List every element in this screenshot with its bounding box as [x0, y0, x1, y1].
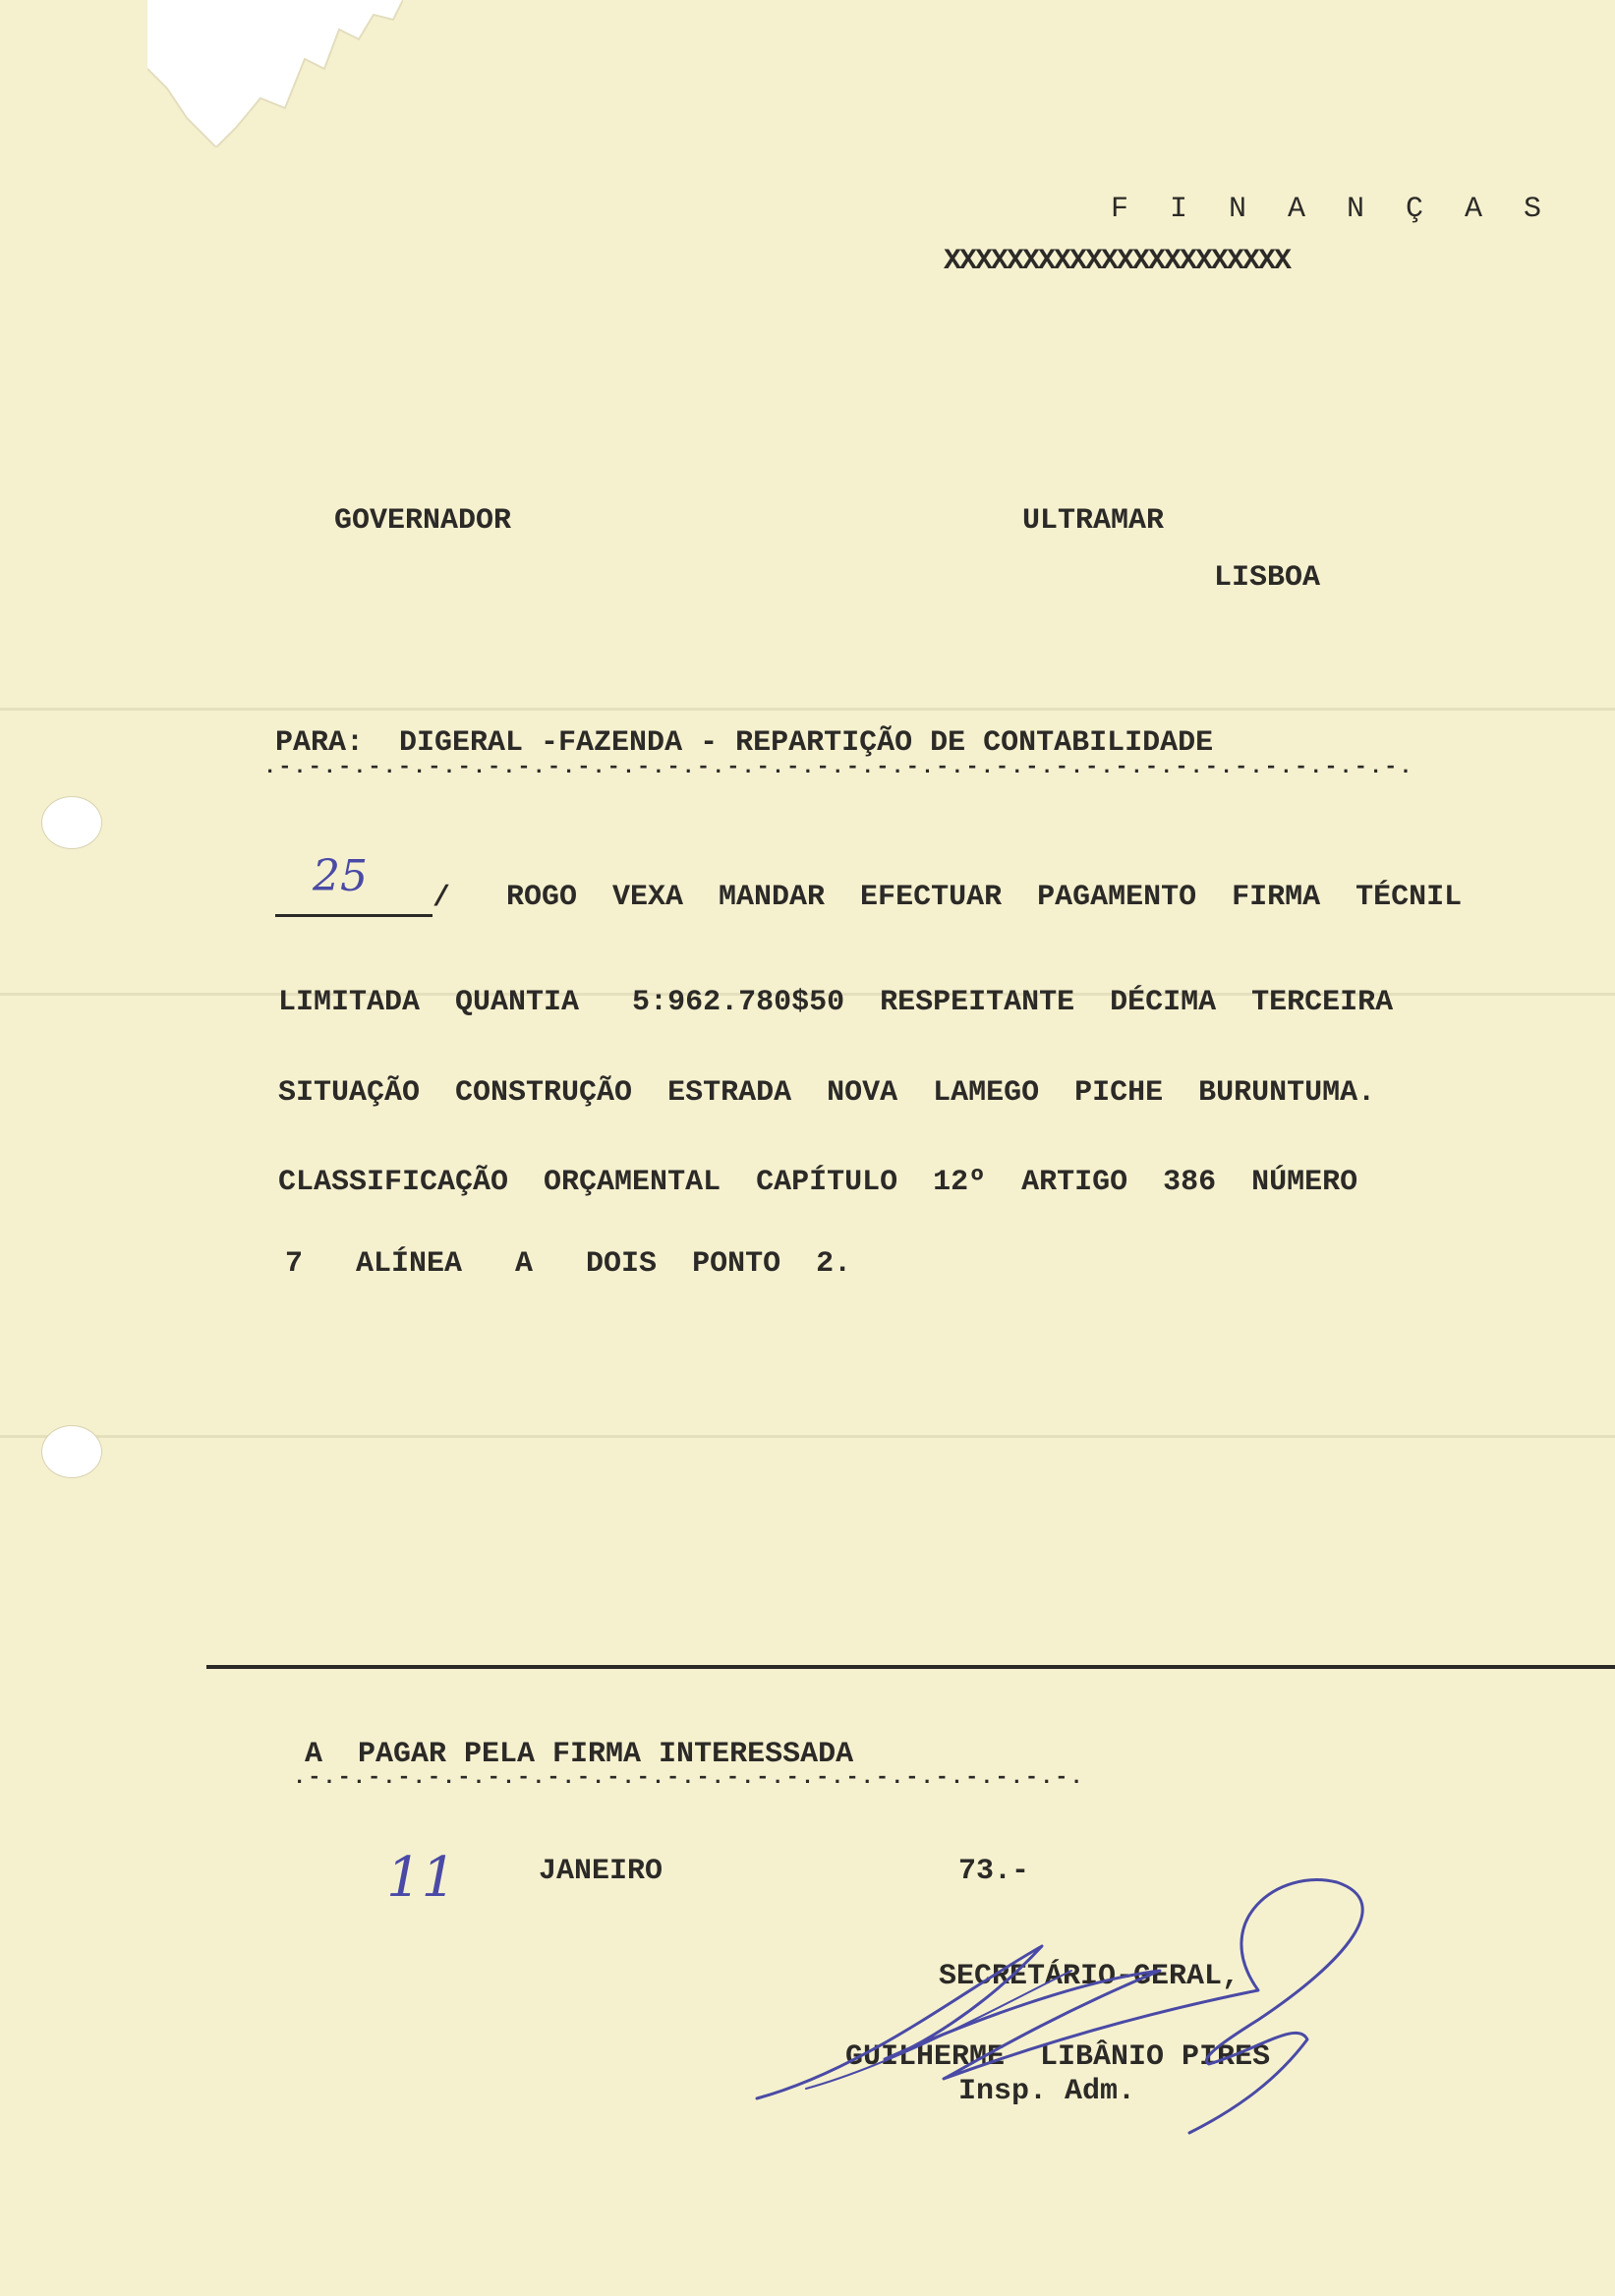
- handwritten-day: 11: [386, 1846, 457, 1910]
- body-line-5: 7 ALÍNEA A DOIS PONTO 2.: [285, 1247, 852, 1281]
- recipient-line: PARA: DIGERAL -FAZENDA - REPARTIÇÃO DE CONTABILIDADE: [275, 726, 1214, 760]
- slash: /: [433, 882, 451, 915]
- body-line-2: LIMITADA QUANTIA 5:962.780$50 RESPEITANTE DÉCIMA TERCEIRA: [278, 986, 1394, 1019]
- separator-line: [206, 1665, 1615, 1669]
- paper-fold: [0, 708, 1615, 711]
- handwritten-signature: [747, 1863, 1396, 2138]
- body-line-1: ROGO VEXA MANDAR EFECTUAR PAGAMENTO FIRMA TÉCNIL: [506, 881, 1463, 914]
- sender: GOVERNADOR: [334, 504, 512, 538]
- department-title: F I N A N Ç A S: [1111, 193, 1554, 226]
- month: JANEIRO: [539, 1855, 663, 1888]
- destination-city: LISBOA: [1214, 561, 1321, 595]
- signatory-name: GUILHERME LIBÂNIO PIRES: [845, 2040, 1271, 2074]
- destination: ULTRAMAR: [1022, 504, 1165, 538]
- paper-fold: [0, 1435, 1615, 1438]
- number-blank-line: [275, 914, 433, 917]
- payment-note: A PAGAR PELA FIRMA INTERESSADA: [305, 1738, 854, 1771]
- torn-corner: [147, 0, 403, 147]
- recipient-underline: .-.-.-.-.-.-.-.-.-.-.-.-.-.-.-.-.-.-.-.-.-.-.-.-.-.-.-.-.-.-.-.-.-.-.-.-.-.-.: [263, 755, 1414, 779]
- body-line-4: CLASSIFICAÇÃO ORÇAMENTAL CAPÍTULO 12º ARTIGO 386 NÚMERO: [278, 1166, 1358, 1199]
- punch-hole: [41, 1425, 102, 1478]
- body-line-3: SITUAÇÃO CONSTRUÇÃO ESTRADA NOVA LAMEGO PICHE BURUNTUMA.: [278, 1076, 1376, 1110]
- payment-underline: .-.-.-.-.-.-.-.-.-.-.-.-.-.-.-.-.-.-.-.-.-.-.-.-.-.-.: [293, 1765, 1085, 1790]
- punch-hole: [41, 796, 102, 849]
- handwritten-number: 25: [313, 851, 368, 901]
- signatory-title: SECRETÁRIO-GERAL,: [939, 1960, 1240, 1993]
- year: 73.-: [958, 1855, 1030, 1888]
- struck-out-line: XXXXXXXXXXXXXXXXXXXXXX: [944, 245, 1291, 278]
- signatory-role: Insp. Adm.: [958, 2075, 1136, 2108]
